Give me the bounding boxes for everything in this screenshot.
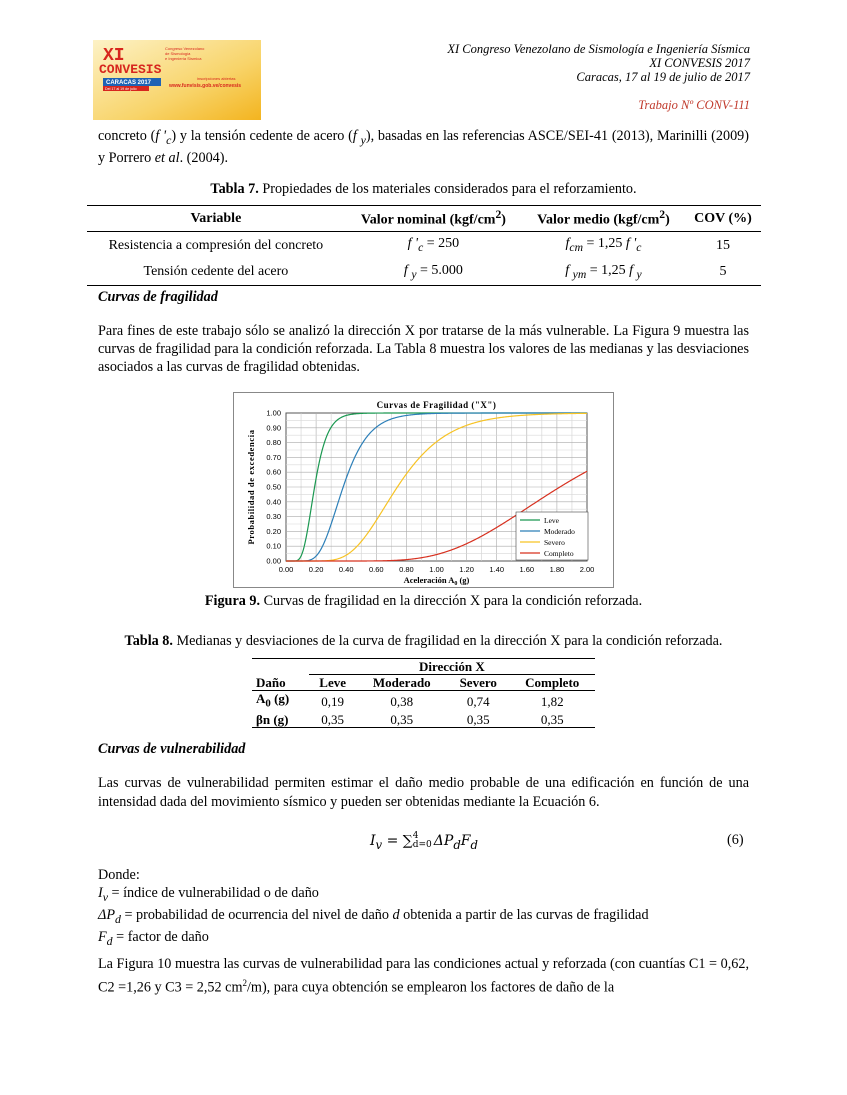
y-tick-label: 0.90 <box>266 423 281 433</box>
x-tick-label: 1.20 <box>459 565 474 574</box>
level-header-moderado: Moderado <box>357 675 448 691</box>
section-title-vulnerability: Curvas de vulnerabilidad <box>98 741 246 757</box>
fragility-paragraph: Para fines de este trabajo sólo se analizó la dirección X por tratarse de la más vulnerable. La Figura 9 muestra las curvas de fragilidad para la condición reforzada. La Tabla 8 muestra los valores de las medianas y las desviaciones asociados a las curvas de fragilidad obtenidas. <box>98 323 749 375</box>
equation-6: $I_v$ = ∑ 4 d=0 $\Delta P_dF_d$ <box>370 831 478 852</box>
y-tick-label: 1.00 <box>266 408 281 418</box>
legend-entry-severo: Severo <box>544 538 565 547</box>
level-header-severo: Severo <box>447 675 509 691</box>
table-header-row: Variable Valor nominal $(kgf/cm^2)$ Valor medio $(kgf/cm^2)$ COV (%) <box>87 206 761 232</box>
y-tick-label: 0.20 <box>266 526 281 536</box>
x-tick-label: 1.80 <box>549 565 565 574</box>
svg-text:Del 17 al 19 de julio: Del 17 al 19 de julio <box>105 87 137 91</box>
table-group-row: Dirección X <box>252 659 595 675</box>
x-tick-label: 0.20 <box>308 565 324 574</box>
logo-url: www.funvisis.gob.ve/convesis <box>169 83 242 89</box>
x-axis-label: Aceleración $A_0$ (g) <box>403 575 470 587</box>
logo-graphic <box>93 40 261 120</box>
y-tick-label: 0.00 <box>266 556 281 566</box>
table-row: Resistencia a compresión del concreto f '$_c = 250$ $f_{cm} = 1,25$ f '$_c$ 15 <box>108 236 730 254</box>
x-tick-label: 0.00 <box>278 565 294 574</box>
final-paragraph: La Figura 10 muestra las curvas de vulnerabilidad para las condiciones actual y reforzada (con cuantías C1 = 0,62, C2 =1,26 y C3 = 2,52 $cm^2/m$), para cuya obtención se emplearon los factores de daño de la <box>98 956 749 996</box>
table7 <box>87 205 761 286</box>
legend-entry-completo: Completo <box>544 549 574 558</box>
y-tick-label: 0.70 <box>266 452 281 462</box>
fragility-chart-svg <box>234 393 613 587</box>
y-tick-label: 0.80 <box>266 438 281 448</box>
logo-roman: XI <box>103 46 125 66</box>
section-title-fragility: Curvas de fragilidad <box>98 289 218 305</box>
definition-fd: $F_d$ = factor de daño <box>98 928 209 948</box>
chart-title: Curvas de Fragilidad ("X") <box>376 400 497 410</box>
x-tick-label: 2.00 <box>579 565 595 574</box>
table-header-row: Daño Leve Moderado Severo Completo <box>252 675 595 691</box>
svg-text:e Ingeniería Sísmica: e Ingeniería Sísmica <box>165 56 202 61</box>
y-tick-label: 0.50 <box>266 482 281 492</box>
table8-caption: Tabla 8. Medianas y desviaciones de la curva de fragilidad en la dirección X para la condición reforzada. <box>124 633 723 649</box>
intro-paragraph: concreto (f '$_c$) y la tensión cedente de acero (f $_y$), basadas en las referencias ASCE/SEI-41 (2013), Marinilli (2009) y Porrero et al. (2004). <box>98 128 749 166</box>
logo-city: CARACAS 2017 <box>106 80 152 86</box>
table-row: Tensión cedente del acero f $_y$ = 5.000 f $_{ym}$ = 1,25 f $_y$ 5 <box>87 259 761 286</box>
level-header-completo: Completo <box>509 675 595 691</box>
x-tick-label: 1.60 <box>519 565 535 574</box>
table-row: $A_0$ (g) 0,19 0,38 0,74 1,82 <box>256 691 564 710</box>
table7-caption: Tabla 7. Propiedades de los materiales considerados para el reforzamiento. <box>210 181 637 197</box>
table8 <box>252 658 595 728</box>
header-edition: XI CONVESIS 2017 <box>649 56 750 70</box>
definitions: Donde: $I_v$ = índice de vulnerabilidad o de daño $\Delta P_d$ = probabilidad de ocurrencia del nivel de daño d obtenida a partir de las curvas de fragilidad $F_d$ = factor de daño <box>98 867 649 948</box>
x-tick-label: 0.60 <box>368 565 384 574</box>
equation-number: (6) <box>727 832 744 848</box>
legend-entry-leve: Leve <box>544 516 559 525</box>
definition-iv: $I_v$ = índice de vulnerabilidad o de daño <box>98 885 319 904</box>
header-paper-id: Trabajo Nº CONV-111 <box>638 98 750 112</box>
logo-name: CONVESIS <box>99 62 162 77</box>
figure9-caption: Figura 9. Curvas de fragilidad en la dirección X para la condición reforzada. <box>204 593 643 609</box>
y-tick-label: 0.30 <box>266 512 281 522</box>
header-conference: XI Congreso Venezolano de Sismología e Ingeniería Sísmica <box>447 42 750 56</box>
svg-text:de Sismología: de Sismología <box>165 51 191 56</box>
y-tick-label: 0.10 <box>266 541 281 551</box>
definition-pd: $\Delta P_d$ = probabilidad de ocurrencia del nivel de daño d obtenida a partir de las curvas de fragilidad <box>98 906 649 926</box>
header-place-date: Caracas, 17 al 19 de julio de 2017 <box>576 70 750 84</box>
y-tick-label: 0.40 <box>266 497 281 507</box>
legend-entry-moderado: Moderado <box>544 527 575 536</box>
x-tick-label: 0.40 <box>338 565 354 574</box>
svg-text:inscripciones abiertas: inscripciones abiertas <box>197 76 236 81</box>
level-header-leve: Leve <box>309 675 357 691</box>
x-tick-label: 1.00 <box>429 565 444 574</box>
svg-text:Congreso Venezolano: Congreso Venezolano <box>165 46 205 51</box>
vulnerability-paragraph: Las curvas de vulnerabilidad permiten estimar el daño medio probable de una edificación en función de una intensidad dada del movimiento sísmico y pueden ser obtenidas mediante la Ecuación 6. <box>98 775 749 810</box>
y-tick-label: 0.60 <box>266 467 281 477</box>
x-tick-label: 0.80 <box>399 565 414 574</box>
figure9-chart <box>233 392 614 588</box>
y-axis-label: Probabilidad de excedencia <box>246 429 256 545</box>
x-tick-label: 1.40 <box>489 565 505 574</box>
table-row: βn (g) 0,35 0,35 0,35 0,35 <box>252 712 595 728</box>
convesis-logo <box>93 40 261 120</box>
